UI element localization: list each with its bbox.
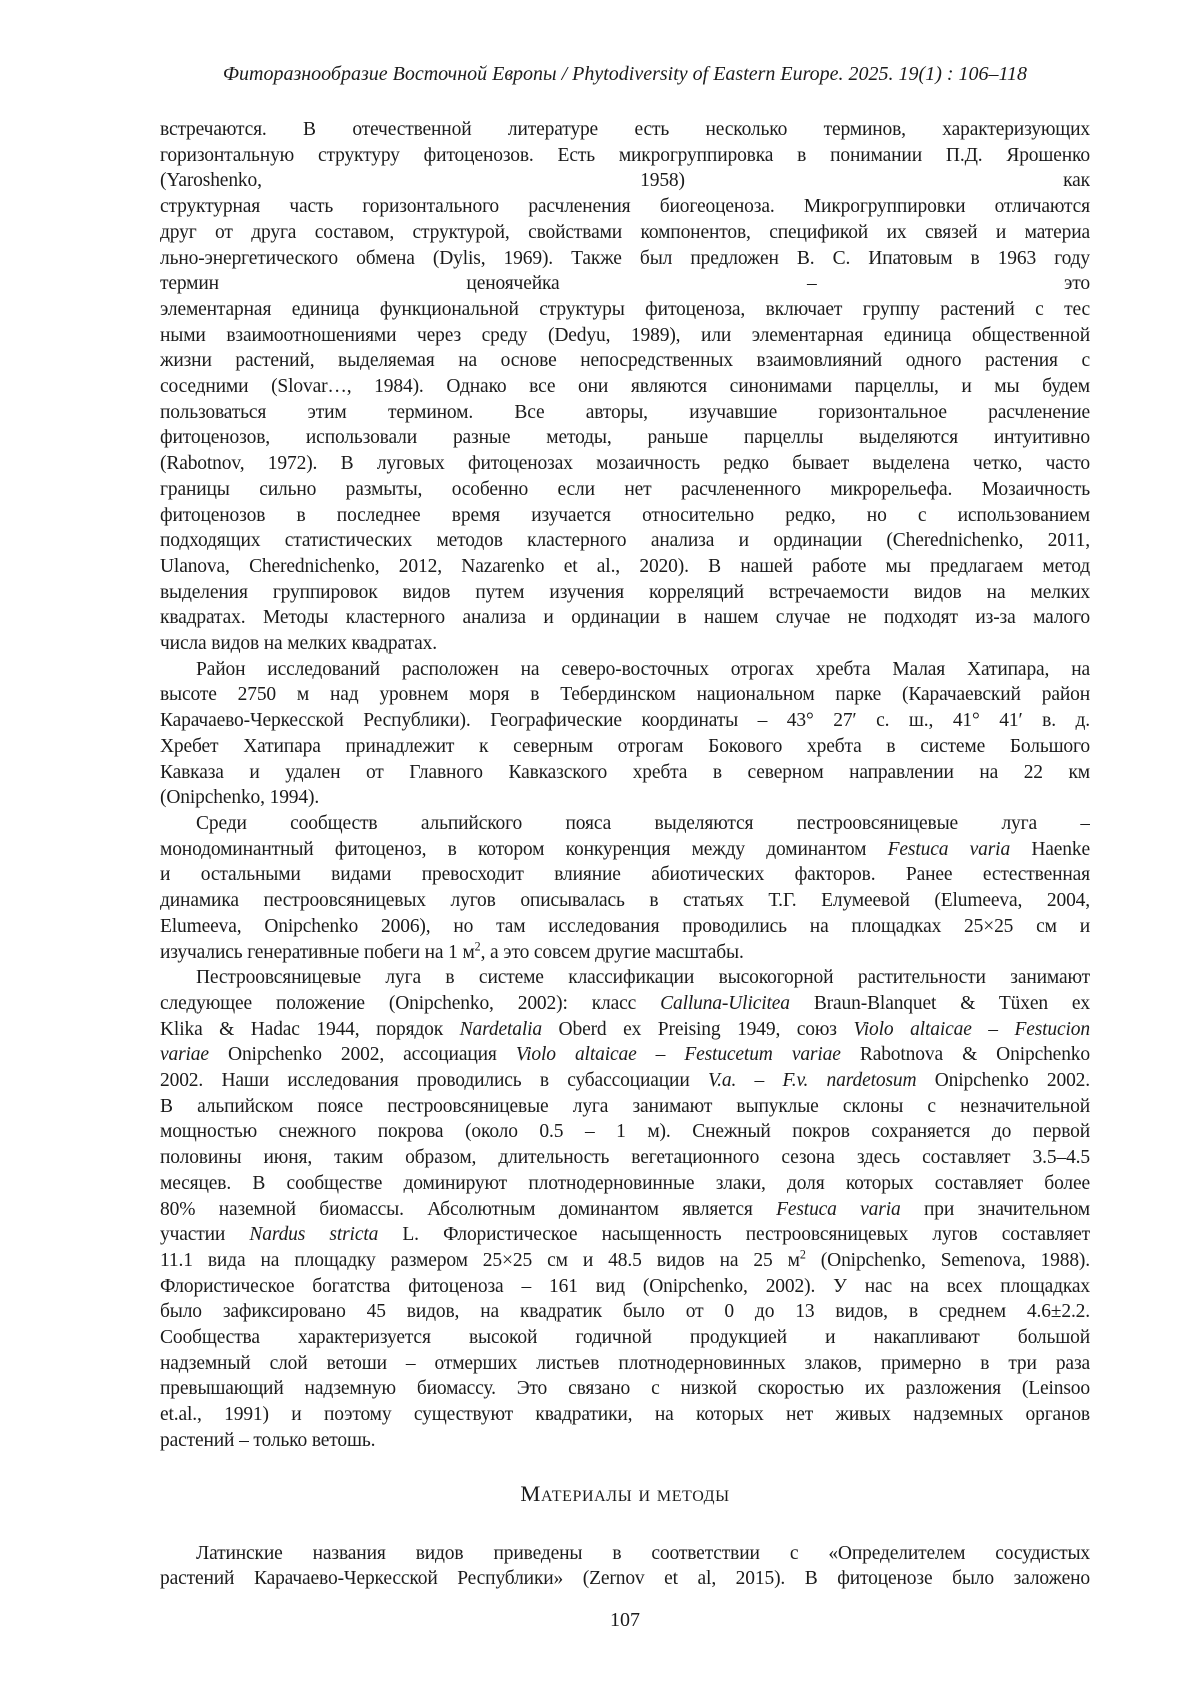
text-line: месяцев. В сообществе доминируют плотнодерновинные злаки, доля которых составляет более	[160, 1172, 1090, 1194]
text-line: В альпийском поясе пестроовсяницевые луга занимают выпуклые склоны с незначительной	[160, 1095, 1090, 1117]
text-line: (Yaroshenko, 1958) как	[160, 170, 1090, 192]
text-line: Кавказа и удален от Главного Кавказского хребта в северном направлении на 22 км	[160, 761, 1090, 783]
text-line: структурная часть горизонтального расчленения биогеоценоза. Микрогруппировки отличаются	[160, 196, 1090, 218]
text-line: Среди сообществ альпийского пояса выделяются пестроовсяницевые луга –	[196, 812, 1090, 834]
text-line: льно-энергетического обмена (Dylis, 1969). Также был предложен В. С. Ипатовым в 1963 году	[160, 247, 1090, 269]
text-line: квадратах. Методы кластерного анализа и ординации в нашем случае не подходят из-за малого	[160, 607, 1090, 629]
text-line: Флористическое богатства фитоценоза – 161 вид (Onipchenko, 2002). У нас на всех площадках	[160, 1275, 1090, 1297]
paragraph	[160, 965, 1090, 1453]
text-line: ными взаимоотношениями через среду (Dedyu, 1989), или элементарная единица общественной	[160, 324, 1090, 346]
article-body	[160, 117, 1090, 1592]
body-paragraphs	[160, 117, 1090, 1454]
text-line: фитоценозов в последнее время изучается относительно редко, но с использованием	[160, 504, 1090, 526]
text-line: 2002. Наши исследования проводились в субассоциации V.a. – F.v. nardetosum Onipchenko 2002.	[160, 1070, 1090, 1092]
text-line: мощностью снежного покрова (около 0.5 – 1 м). Снежный покров сохраняется до первой	[160, 1121, 1090, 1143]
text-line: variae Onipchenko 2002, ассоциация Violo altaicae – Festucetum variae Rabotnova & Onipchenko	[160, 1044, 1090, 1066]
text-line: элементарная единица функциональной структуры фитоценоза, включает группу растений с тес	[160, 298, 1090, 320]
text-line: Ulanova, Cherednichenko, 2012, Nazarenko et al., 2020). В нашей работе мы предлагаем метод	[160, 555, 1090, 577]
page-number: 107	[610, 1608, 640, 1631]
text-line: половины июня, таким образом, длительность вегетационного сезона здесь составляет 3.5–4.5	[160, 1147, 1090, 1169]
text-line: et.al., 1991) и поэтому существуют квадратики, на которых нет живых надземных органов	[160, 1404, 1090, 1426]
text-line: Латинские названия видов приведены в соответствии с «Определителем сосудистых	[196, 1542, 1090, 1564]
text-line: участии Nardus stricta L. Флористическое насыщенность пестроовсяницевых лугов составляет	[160, 1224, 1090, 1246]
text-line: пользоваться этим термином. Все авторы, изучавшие горизонтальное расчленение	[160, 401, 1090, 423]
body-paragraphs-after-heading	[160, 1541, 1090, 1592]
text-line: следующее положение (Onipchenko, 2002): класс Calluna-Ulicitea Braun-Blanquet & Tüxen ex	[160, 992, 1090, 1014]
text-line: монодоминантный фитоценоз, в котором конкуренция между доминантом Festuca varia Haenke	[160, 838, 1090, 860]
text-line: высоте 2750 м над уровнем моря в Тебердинском национальном парке (Карачаевский район	[160, 684, 1090, 706]
text-line: числа видов на мелких квадратах.	[160, 633, 437, 655]
paragraph	[160, 657, 1090, 811]
text-line: выделения группировок видов путем изучения корреляций встречаемости видов на мелких	[160, 581, 1090, 603]
paragraph	[160, 1541, 1090, 1592]
text-line: Хребет Хатипара принадлежит к северным отрогам Бокового хребта в системе Большого	[160, 735, 1090, 757]
text-line: границы сильно размыты, особенно если нет расчлененного микрорельефа. Мозаичность	[160, 478, 1090, 500]
text-line: подходящих статистических методов кластерного анализа и ординации (Cherednichenko, 2011,	[160, 530, 1090, 552]
text-line: Сообщества характеризуется высокой годичной продукцией и накапливают большой	[160, 1327, 1090, 1349]
text-line: (Rabotnov, 1972). В луговых фитоценозах мозаичность редко бывает выделена четко, часто	[160, 453, 1090, 475]
text-line: Карачаево-Черкесской Республики). Географические координаты – 43° 27′ с. ш., 41° 41′ в. д.	[160, 710, 1090, 732]
text-line: (Onipchenko, 1994).	[160, 787, 320, 809]
text-line: растений – только ветошь.	[160, 1429, 376, 1451]
text-line: соседними (Slovar…, 1984). Однако все они являются синонимами парцеллы, и мы будем	[160, 376, 1090, 398]
text-line: динамика пестроовсяницевых лугов описывалась в статьях Т.Г. Елумеевой (Elumeeva, 2004,	[160, 890, 1090, 912]
paragraph	[160, 811, 1090, 965]
text-line: превышающий надземную биомассу. Это связано с низкой скоростью их разложения (Leinsoo	[160, 1378, 1090, 1400]
text-line: 11.1 вида на площадку размером 25×25 см и 48.5 видов на 25 $м^2$ (Onipchenko, Semenova, 1988).	[160, 1247, 1090, 1271]
text-line: друг от друга составом, структурой, свойствами компонентов, спецификой их связей и материа	[160, 221, 1090, 243]
section-heading: Материалы и методы	[520, 1480, 730, 1506]
text-line: фитоценозов, использовали разные методы, раньше парцеллы выделяются интуитивно	[160, 427, 1090, 449]
text-line: Klika & Hadac 1944, порядок Nardetalia Oberd ex Preising 1949, союз Violo altaicae – Festucion	[160, 1018, 1090, 1040]
text-line: было зафиксировано 45 видов, на квадратик было от 0 до 13 видов, в среднем 4.6±2.2.	[160, 1301, 1090, 1323]
text-line: и остальными видами превосходит влияние абиотических факторов. Ранее естественная	[160, 864, 1090, 886]
text-line: горизонтальную структуру фитоценозов. Есть микрогруппировка в понимании П.Д. Ярошенко	[160, 144, 1090, 166]
journal-header: Фиторазнообразие Восточной Европы / Phytodiversity of Eastern Europe. 2025. 19(1) : 106–118	[222, 63, 1028, 85]
text-line: надземный слой ветоши – отмерших листьев плотнодерновинных злаков, примерно в три раза	[160, 1352, 1090, 1374]
text-line: 80% наземной биомассы. Абсолютным доминантом является Festuca varia при значительном	[160, 1198, 1090, 1220]
text-line: жизни растений, выделяемая на основе непосредственных взаимовлияний одного растения с	[160, 350, 1090, 372]
text-line: изучались генеративные побеги на 1 $м^2$, а это совсем другие масштабы.	[160, 939, 744, 963]
text-line: растений Карачаево-Черкесской Республики» (Zernov et al, 2015). В фитоценозе было заложено	[160, 1568, 1090, 1590]
text-line: Район исследований расположен на северо-восточных отрогах хребта Малая Хатипара, на	[196, 658, 1090, 680]
text-line: термин ценоячейка – это	[160, 273, 1090, 295]
text-line: Пестроовсяницевые луга в системе классификации высокогорной растительности занимают	[196, 967, 1090, 989]
text-line: Elumeeva, Onipchenko 2006), но там исследования проводились на площадках 25×25 см и	[160, 915, 1090, 937]
paragraph	[160, 117, 1090, 657]
text-line: встречаются. В отечественной литературе есть несколько терминов, характеризующих	[160, 119, 1090, 140]
